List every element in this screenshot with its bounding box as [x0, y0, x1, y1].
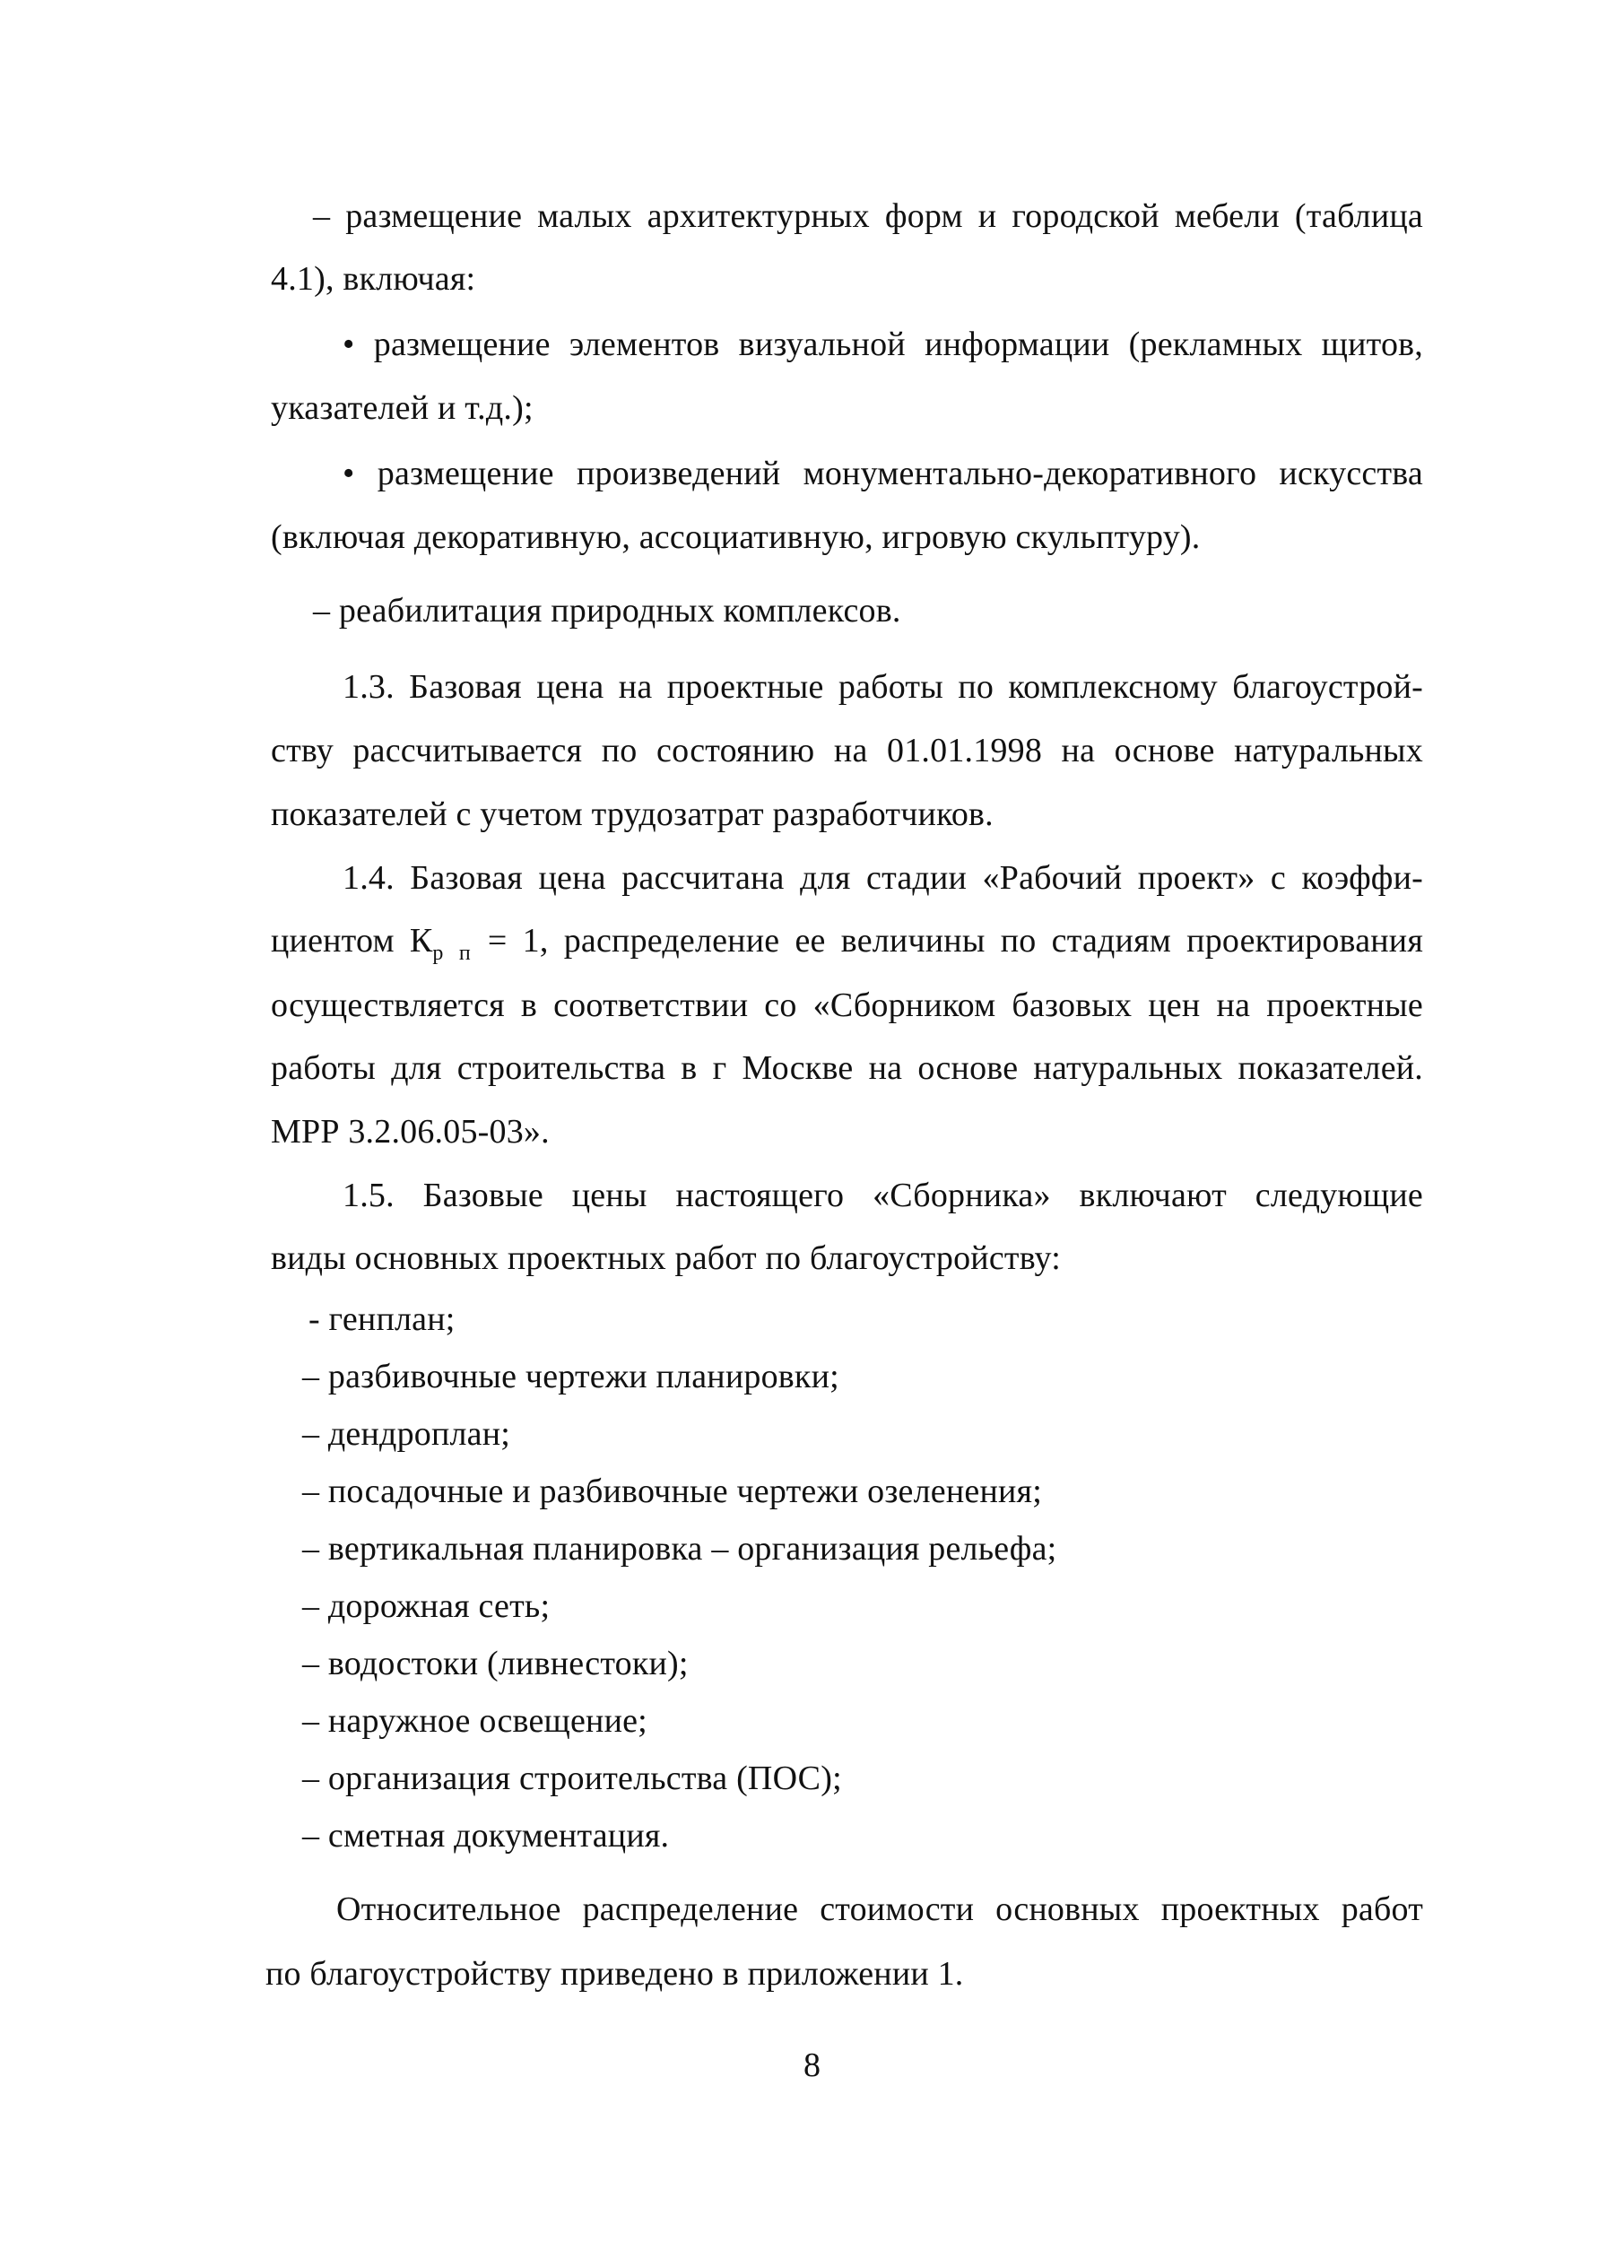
list-item: – дендроплан; — [302, 1415, 511, 1453]
text-line: (включая декоративную, ассоциативную, игровую скульптуру). — [271, 518, 1201, 556]
paragraph-1-4-line: МРР 3.2.06.05-03». — [271, 1113, 550, 1151]
list-item: – дорожная сеть; — [302, 1587, 551, 1625]
list-item-rehabilitation: – реабилитация природных комплексов. — [313, 592, 901, 630]
paragraph-1-4-coefficient-line — [271, 918, 1423, 976]
paragraph-1-5-line: виды основных проектных работ по благоустройству: — [271, 1239, 1061, 1277]
page-number: 8 — [803, 2046, 821, 2084]
coefficient-prefix: циентом К — [271, 922, 433, 960]
paragraph-1-5-line: 1.5. Базовые цены настоящего «Сборника» включают следующие — [343, 1177, 1423, 1214]
bullet-item-art-works: • размещение произведений монументально-декоративного искусства — [343, 455, 1423, 492]
list-item: - генплан; — [308, 1300, 456, 1338]
list-item-small-forms: – размещение малых архитектурных форм и городской мебели (таблица — [313, 197, 1423, 235]
paragraph-1-4-line: 1.4. Базовая цена рассчитана для стадии «Рабочий проект» с коэффи- — [343, 859, 1423, 897]
bullet-item-visual-info: • размещение элементов визуальной информации (рекламных щитов, — [343, 326, 1423, 363]
paragraph-1-3-line: ству рассчитывается по состоянию на 01.01.1998 на основе натуральных — [271, 732, 1423, 769]
text-line: 4.1), включая: — [271, 260, 476, 298]
list-item: – посадочные и разбивочные чертежи озеленения; — [302, 1473, 1042, 1510]
list-item: – наружное освещение; — [302, 1702, 647, 1740]
paragraph-1-4-line: осуществляется в соответствии со «Сборником базовых цен на проектные — [271, 986, 1423, 1024]
list-item: – сметная документация. — [302, 1817, 670, 1855]
list-item: – вертикальная планировка – организация рельефа; — [302, 1530, 1057, 1568]
coefficient-suffix: = 1, распределение ее величины по стадиям проектирования — [472, 922, 1424, 960]
coefficient-subscript: р п — [432, 942, 473, 965]
paragraph-1-4-line: работы для строительства в г Москве на основе натуральных показателей. — [271, 1049, 1423, 1087]
list-item: – организация строительства (ПОС); — [302, 1760, 842, 1797]
list-item: – водостоки (ливнестоки); — [302, 1645, 689, 1682]
paragraph-1-3-line: 1.3. Базовая цена на проектные работы по комплексному благоустрой- — [343, 668, 1423, 706]
closing-paragraph-line: по благоустройству приведено в приложении 1. — [265, 1955, 964, 1993]
list-item: – разбивочные чертежи планировки; — [302, 1358, 839, 1395]
closing-paragraph-line: Относительное распределение стоимости основных проектных работ — [336, 1890, 1423, 1928]
paragraph-1-3-line: показателей с учетом трудозатрат разработчиков. — [271, 795, 994, 833]
text-line: указателей и т.д.); — [271, 389, 534, 427]
